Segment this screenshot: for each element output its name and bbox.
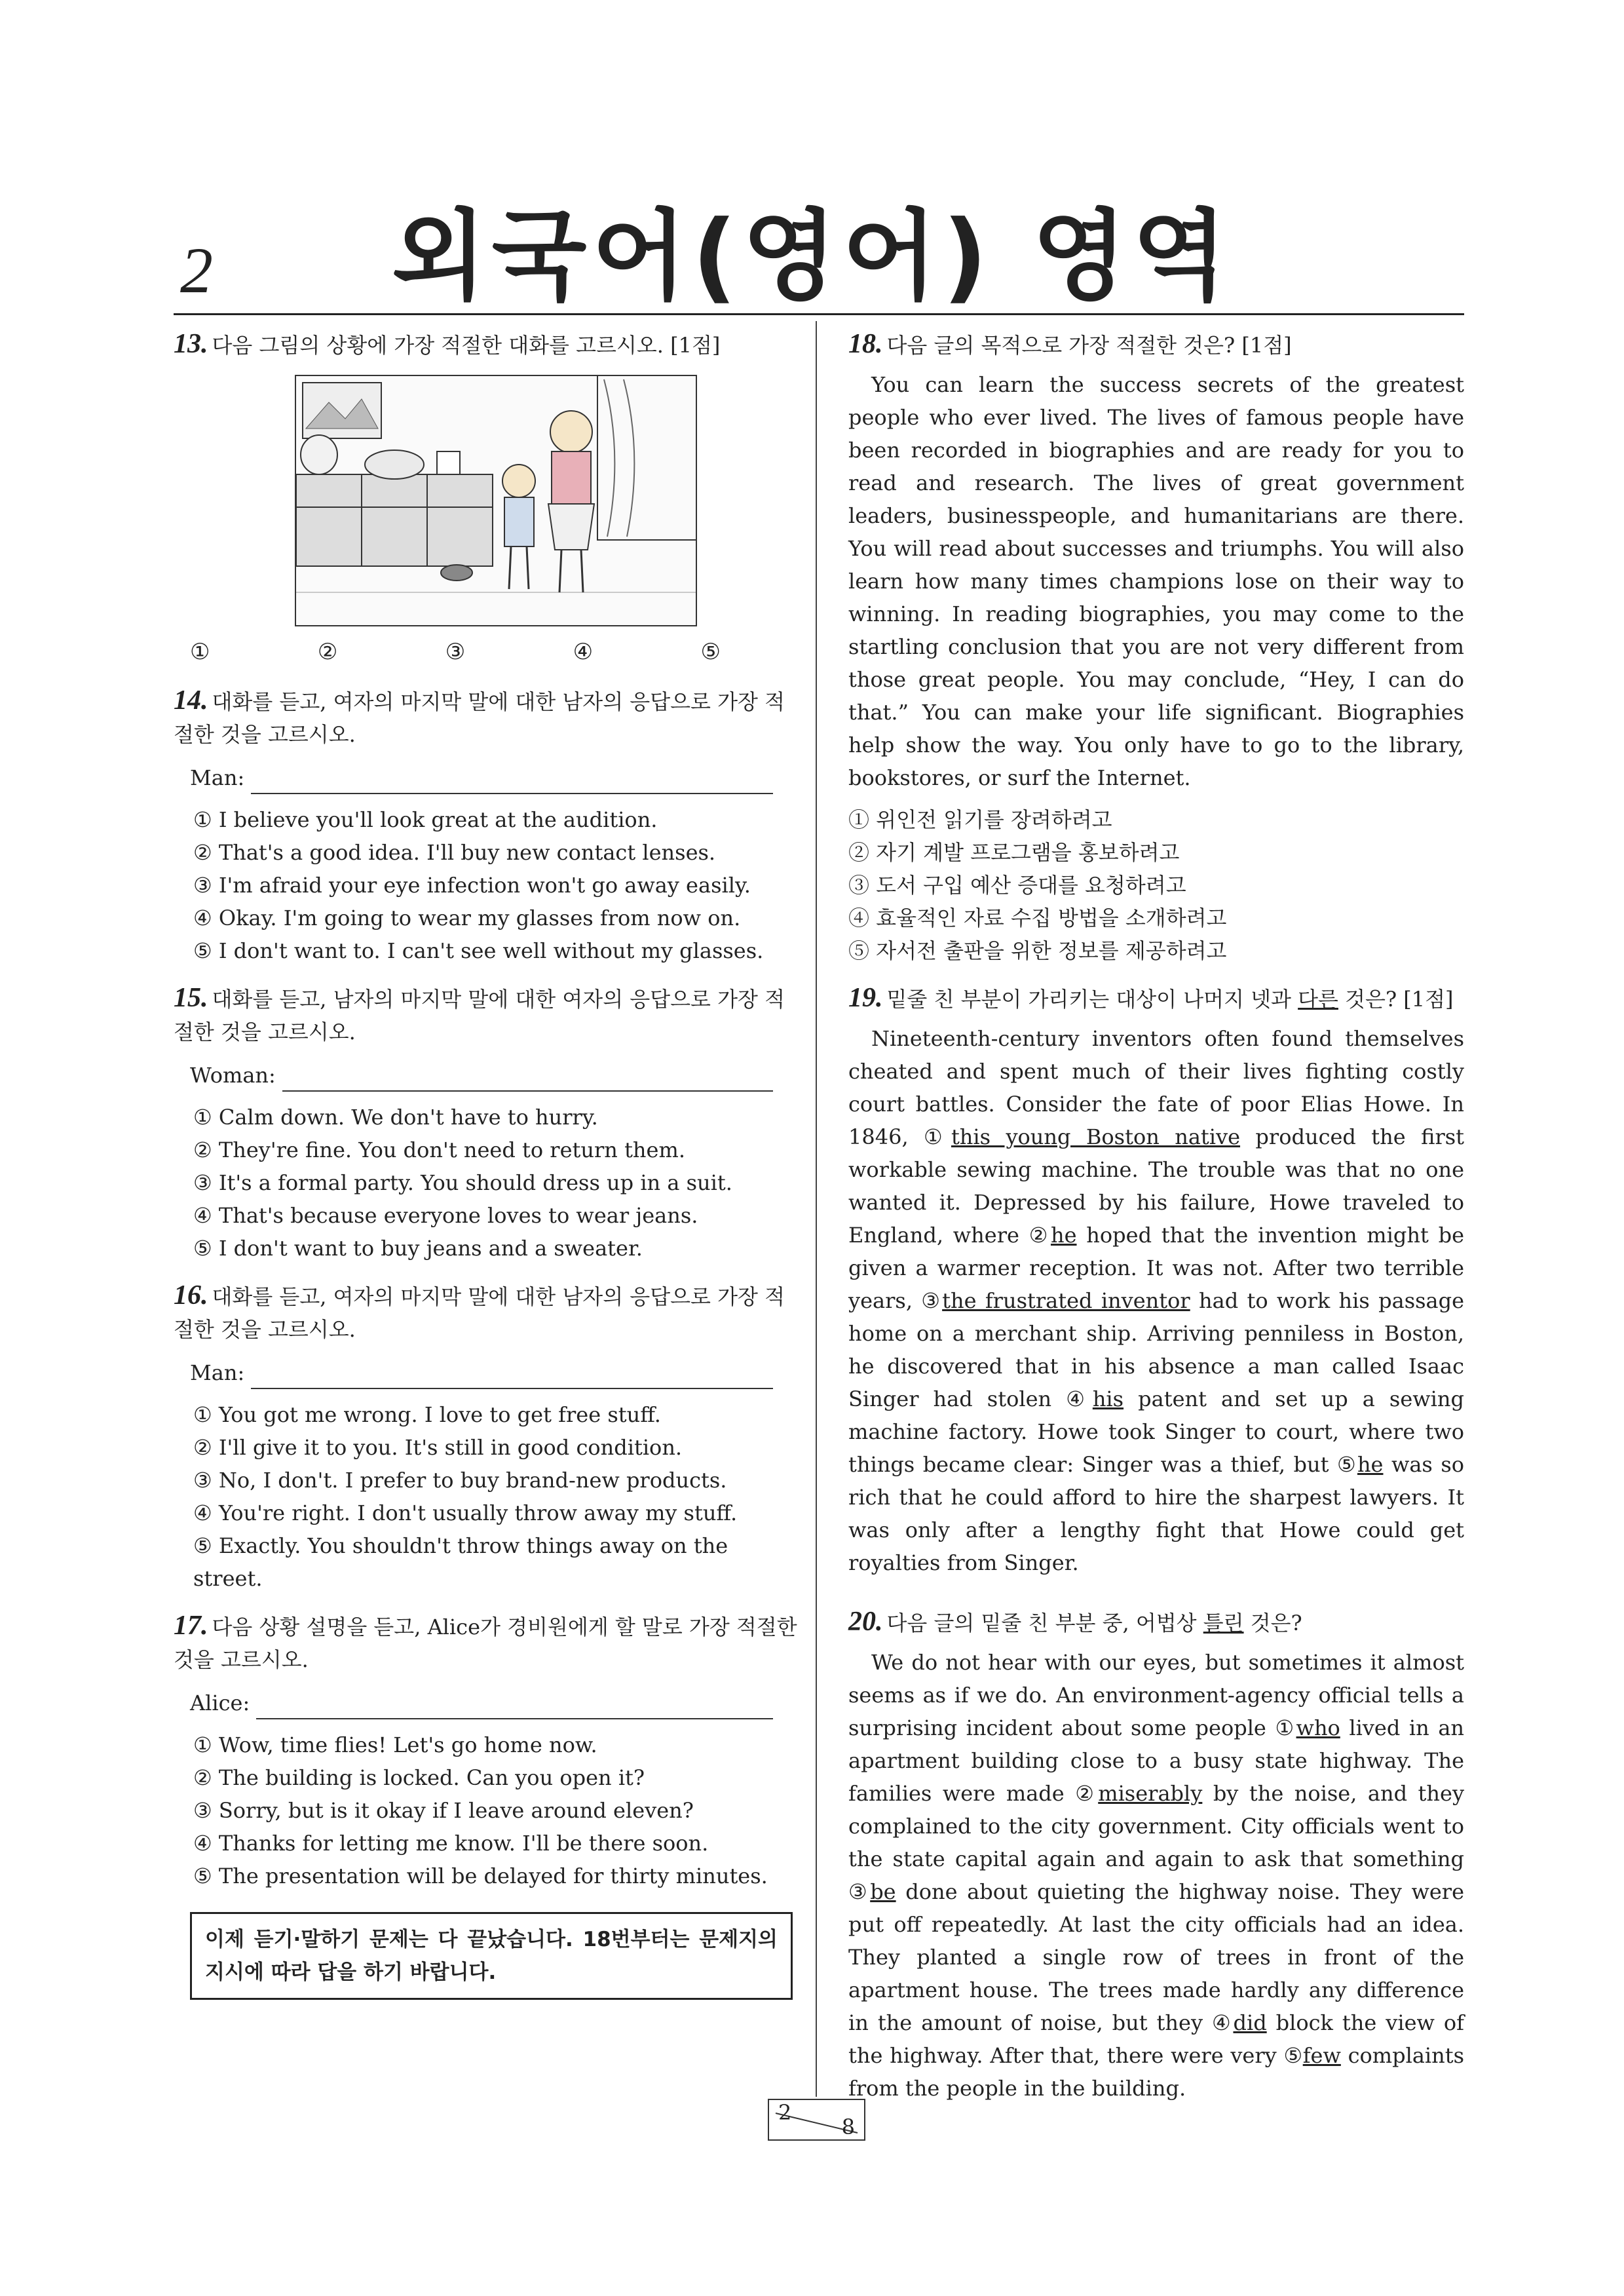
page-footer (768, 2099, 865, 2141)
question-20 (848, 1605, 1464, 2105)
underlined-choice: his (1092, 1387, 1124, 1411)
question-17 (174, 1609, 799, 1892)
passage-text: patent and set up a sewing machine factory. Howe took Singer to court, where two things became clear: Singer was a thief, but (848, 1387, 1465, 1477)
option[interactable]: ③ (445, 639, 466, 665)
choice-marker[interactable]: ② (1075, 1781, 1099, 1806)
option[interactable]: ⑤ 자서전 출판을 위한 정보를 제공하려고 (848, 938, 1227, 963)
option[interactable]: ① Calm down. We don't have to hurry. (193, 1105, 598, 1130)
choice-marker[interactable]: ③ (848, 1879, 871, 1904)
passage-text: We do not hear with our eyes, but sometimes it almost seems as if we do. An environment-agency official tells a surprising incident about some people (848, 1650, 1464, 1740)
question-instruction (887, 987, 1454, 1012)
blank-line (251, 771, 773, 794)
option[interactable]: ① You got me wrong. I love to get free stuff. (193, 1402, 661, 1427)
underlined-choice: miserably (1098, 1781, 1203, 1806)
underlined-choice: the frustrated inventor (942, 1288, 1190, 1313)
underlined-choice: who (1296, 1715, 1340, 1740)
question-number: 16. (174, 1280, 208, 1311)
instruction-emphasis: 다른 (1298, 987, 1338, 1012)
instruction-text: 다음 글의 밑줄 친 부분 중, 어법상 (886, 1611, 1203, 1636)
footer-page: 2 (778, 2100, 792, 2125)
question-instruction: 다음 글의 목적으로 가장 적절한 것은? [1점] (886, 333, 1292, 358)
question-13 (174, 328, 799, 668)
passage-text: lived in an apartment building close to a busy state highway. The families were made (848, 1715, 1465, 1806)
option[interactable]: ④ 효율적인 자료 수집 방법을 소개하려고 (848, 906, 1227, 930)
answer-line (190, 1356, 799, 1389)
question-number: 18. (848, 329, 883, 359)
instruction-emphasis: 틀린 (1203, 1611, 1244, 1636)
choice-marker[interactable]: ④ (1066, 1387, 1093, 1411)
question-number: 13. (174, 329, 208, 359)
choice-marker[interactable]: ② (1029, 1223, 1051, 1248)
question-15 (174, 982, 799, 1265)
room-illustration-image (296, 376, 696, 625)
blank-line (282, 1068, 773, 1092)
choice-marker[interactable]: ⑤ (1283, 2043, 1303, 2068)
option[interactable]: ③ I'm afraid your eye infection won't go away easily. (193, 873, 751, 898)
instruction-text: 것은? [1점] (1338, 987, 1454, 1012)
reading-passage: You can learn the success secrets of the greatest people who ever lived. The lives of famous people have been recorded in biographies and are ready for you to read and research. The lives of great government leaders, businesspeople, and humanitarians are there. You will read about successes and triumphs. You will also learn how many times champions lose on their way to winning. In reading biographies, you may come to the startling conclusion that you are not very different from those great people. You may conclude, “Hey, I can do that.” You can make your life significant. Biographies help show the way. You only have to go to the library, bookstores, or surf the Internet. (848, 372, 1464, 790)
speaker-label: Woman: (190, 1063, 276, 1088)
option[interactable]: ④ That's because everyone loves to wear jeans. (193, 1203, 698, 1228)
right-column (848, 328, 1464, 2119)
option[interactable]: ① (190, 639, 210, 665)
option[interactable]: ⑤ The presentation will be delayed for thirty minutes. (193, 1864, 768, 1888)
question-number: 17. (174, 1611, 208, 1641)
choice-marker[interactable]: ③ (921, 1288, 943, 1313)
option[interactable]: ④ You're right. I don't usually throw away my stuff. (193, 1501, 738, 1525)
listening-end-notice: 이제 듣기·말하기 문제는 다 끝났습니다. 18번부터는 문제지의 지시에 따라 답을 하기 바랍니다. (190, 1912, 793, 2000)
option[interactable]: ① 위인전 읽기를 장려하려고 (848, 807, 1112, 832)
reading-passage (848, 1646, 1464, 2105)
answer-line (190, 1687, 799, 1719)
passage-text: hoped that the invention might be given a warmer reception. It was not. After two terrible years, (848, 1223, 1464, 1313)
choice-marker[interactable]: ① (924, 1124, 951, 1149)
speaker-label: Man: (190, 765, 245, 790)
question-number: 14. (174, 685, 208, 716)
option[interactable]: ⑤ I don't want to. I can't see well without my glasses. (193, 938, 764, 963)
option[interactable]: ③ No, I don't. I prefer to buy brand-new products. (193, 1468, 727, 1493)
answer-line (190, 761, 799, 794)
choice-marker[interactable]: ④ (1211, 2010, 1234, 2035)
passage-text: had to work his passage home on a merchant ship. Arriving penniless in Boston, he discovered that in his absence a man called Isaac Singer had stolen (848, 1288, 1465, 1411)
footer-total: 8 (841, 2114, 855, 2139)
instruction-text: 것은? (1243, 1611, 1302, 1636)
choice-marker[interactable]: ⑤ (1336, 1452, 1357, 1477)
illustration (295, 375, 697, 626)
option[interactable]: ② (317, 639, 338, 665)
option[interactable]: ③ It's a formal party. You should dress up in a suit. (193, 1170, 732, 1195)
passage-text: done about quieting the highway noise. They were put off repeatedly. At last the city officials had an idea. They planted a single row of trees in front of the apartment house. The trees made hardly any difference in the amount of noise, but they (848, 1879, 1465, 2035)
underlined-choice: be (870, 1879, 896, 1904)
question-number: 20. (848, 1607, 883, 1637)
question-19 (848, 982, 1464, 1579)
answer-line (190, 1059, 799, 1092)
underlined-choice: this young Boston native (951, 1124, 1241, 1149)
question-instruction: 대화를 듣고, 여자의 마지막 말에 대한 남자의 응답으로 가장 적절한 것을 고르시오. (174, 689, 785, 747)
question-16 (174, 1279, 799, 1595)
header-rule (174, 313, 1464, 315)
option[interactable]: ④ (573, 639, 594, 665)
speaker-label: Alice: (190, 1691, 250, 1715)
left-column (174, 328, 799, 2000)
picture-options (174, 636, 799, 668)
question-18 (848, 328, 1464, 967)
column-divider (816, 321, 817, 2097)
question-instruction (887, 1611, 1302, 1636)
passage-text: complaints from the people in the building. (848, 2043, 1465, 2101)
blank-line (256, 1696, 773, 1719)
instruction-text: 밑줄 친 부분이 가리키는 대상이 나머지 넷과 (886, 987, 1298, 1012)
option[interactable]: ③ Sorry, but is it okay if I leave around eleven? (193, 1798, 694, 1823)
underlined-choice: he (1357, 1452, 1384, 1477)
underlined-choice: he (1050, 1223, 1077, 1248)
option[interactable]: ③ 도서 구입 예산 증대를 요청하려고 (848, 873, 1186, 898)
choice-marker[interactable]: ① (1275, 1715, 1296, 1740)
reading-passage (848, 1022, 1464, 1579)
question-number: 15. (174, 983, 208, 1013)
question-number: 19. (848, 983, 883, 1013)
question-14 (174, 684, 799, 967)
option[interactable]: ④ Thanks for letting me know. I'll be there soon. (193, 1831, 709, 1856)
passage-text: by the noise, and they complained to the city government. City officials went to the state capital again and again to ask that something (848, 1781, 1465, 1871)
option[interactable]: ② They're fine. You don't need to return them. (193, 1138, 685, 1162)
option[interactable]: ② The building is locked. Can you open it? (193, 1765, 645, 1790)
option[interactable]: ⑤ (700, 639, 721, 665)
question-instruction: 다음 그림의 상황에 가장 적절한 대화를 고르시오. [1점] (212, 333, 721, 358)
blank-line (251, 1366, 773, 1389)
underlined-choice: few (1302, 2043, 1341, 2068)
passage-text: was so rich that he could afford to hire the sharpest lawyers. It was only after a lengthy fight that Howe could get royalties from Singer. (848, 1452, 1465, 1575)
option[interactable]: ④ Okay. I'm going to wear my glasses from now on. (193, 906, 741, 930)
option[interactable]: ② I'll give it to you. It's still in good condition. (193, 1435, 683, 1460)
option[interactable]: ② That's a good idea. I'll buy new contact lenses. (193, 840, 716, 865)
option[interactable]: ⑤ I don't want to buy jeans and a sweater. (193, 1236, 643, 1261)
option[interactable]: ② 자기 계발 프로그램을 홍보하려고 (848, 840, 1180, 865)
passage-text: block the view of the highway. After that, there were very (848, 2010, 1464, 2068)
question-instruction: 대화를 듣고, 여자의 마지막 말에 대한 남자의 응답으로 가장 적절한 것을 고르시오. (174, 1284, 785, 1342)
passage-text: Nineteenth-century inventors often found themselves cheated and spent much of their lives fighting costly court battles. Consider the fate of poor Elias Howe. In 1846, (848, 1026, 1464, 1149)
page-title: 외국어(영어) 영역 (391, 200, 1233, 314)
option[interactable]: ① I believe you'll look great at the audition. (193, 807, 658, 832)
question-instruction: 다음 상황 설명을 듣고, Alice가 경비원에게 할 말로 가장 적절한 것을 고르시오. (174, 1615, 797, 1672)
page-number: 2 (180, 234, 213, 307)
speaker-label: Man: (190, 1360, 245, 1385)
underlined-choice: did (1233, 2010, 1267, 2035)
option[interactable]: ⑤ Exactly. You shouldn't throw things away on the street. (193, 1533, 728, 1591)
passage-text: produced the first workable sewing machine. The trouble was that no one wanted it. Depressed by his failure, Howe traveled to England, where (848, 1124, 1465, 1248)
question-instruction: 대화를 듣고, 남자의 마지막 말에 대한 여자의 응답으로 가장 적절한 것을 고르시오. (174, 987, 785, 1044)
option[interactable]: ① Wow, time flies! Let's go home now. (193, 1732, 597, 1757)
